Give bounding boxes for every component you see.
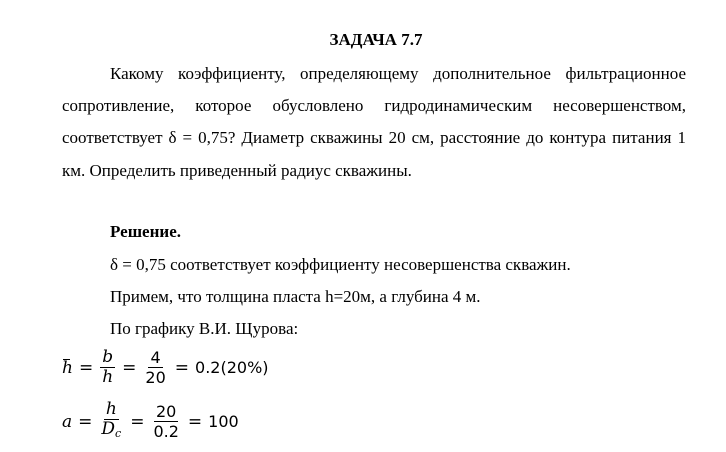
equals-sign: =	[78, 411, 93, 432]
fraction-denominator: h	[102, 367, 114, 387]
fraction-numerator: 20	[156, 402, 177, 421]
problem-title: ЗАДАЧА 7.7	[329, 30, 423, 49]
equals-sign: =	[174, 357, 190, 378]
denominator-symbol: D	[101, 419, 116, 439]
fraction	[151, 402, 180, 441]
formula-lhs: a	[62, 411, 73, 432]
equals-sign: =	[130, 411, 145, 432]
fraction-denominator: 0.2	[153, 422, 179, 441]
formula-a-parameter	[62, 400, 239, 443]
formula-result: 100	[208, 412, 239, 431]
fraction	[100, 348, 115, 387]
fraction-denominator	[99, 420, 123, 443]
formula-result: 0.2(20%)	[195, 358, 269, 377]
fraction-numerator: 4	[150, 348, 161, 367]
solution-line-3: По графику В.И. Щурова:	[110, 319, 299, 338]
equals-sign: =	[187, 411, 203, 432]
fraction-denominator: 20	[145, 368, 166, 387]
formula-lhs: h	[62, 357, 73, 378]
fraction-numerator: h	[105, 399, 117, 419]
fraction	[99, 400, 123, 443]
solution-line-2: Примем, что толщина пласта h=20м, а глубина 4 м.	[110, 287, 481, 306]
solution-heading: Решение.	[110, 222, 181, 241]
solution-line-1: δ = 0,75 соответствует коэффициенту несовершенства скважин.	[110, 255, 571, 274]
problem-statement: Какому коэффициенту, определяющему дополнительное фильтрационное сопротивление, которое обусловлено гидродинамическим несовершенством, соответствует δ = 0,75? Диаметр скважины 20 см, расстояние до контура питания 1 км. Определить приведенный радиус скважины.	[62, 64, 686, 180]
fraction	[143, 348, 167, 387]
equals-sign: =	[122, 357, 137, 378]
denominator-subscript: c	[115, 427, 122, 440]
equals-sign: =	[78, 357, 94, 378]
fraction-numerator: b	[102, 347, 114, 367]
formula-relative-opening	[62, 348, 269, 387]
